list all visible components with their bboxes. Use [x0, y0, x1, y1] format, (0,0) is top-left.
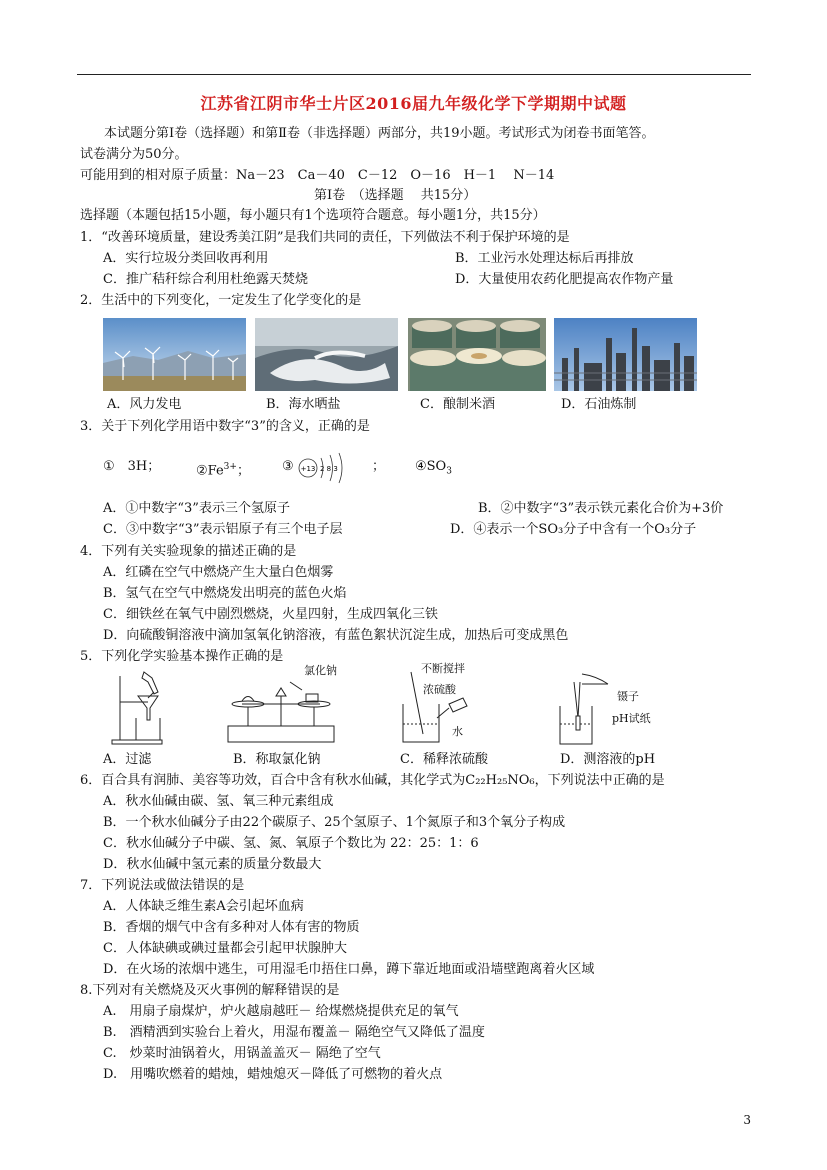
q2-option-d: D．石油炼制 — [561, 397, 637, 412]
q3-symbol-2: $②Fe^{3+}$； — [196, 462, 250, 479]
q6-option-b: B．一个秋水仙碱分子由22个碳原子、25个氢原子、1个氮原子和3个氧分子构成 — [103, 815, 566, 830]
q6-option-d: D．秋水仙碱中氢元素的质量分数最大 — [103, 857, 322, 872]
section-heading: 第Ⅰ卷 （选择题 共15分） — [314, 188, 477, 203]
q7-option-b: B．香烟的烟气中含有多种对人体有害的物质 — [103, 920, 360, 935]
q1-option-a: A．实行垃圾分类回收再利用 — [103, 251, 269, 266]
q7-stem: 7．下列说法或做法错误的是 — [80, 878, 245, 893]
electron-shells-text: 2 8 3 — [320, 465, 338, 473]
page-title: 江苏省江阴市华士片区2016届九年级化学下学期期中试题 — [200, 94, 627, 113]
q1-option-c: C．推广秸秆综合利用杜绝露天焚烧 — [103, 272, 308, 287]
aluminum-atom-structure-diagram — [297, 452, 353, 484]
q3-option-a: A．①中数字“3”表示三个氢原子 — [103, 501, 290, 516]
q3-symbol-3-label: ③ — [282, 459, 294, 474]
filtration-apparatus-diagram — [108, 668, 178, 746]
q5-option-c: C．稀释浓硫酸 — [400, 752, 488, 767]
q3-option-b: B．②中数字“3”表示铁元素化合价为+3价 — [478, 501, 724, 516]
q7-option-c: C．人体缺碘或碘过量都会引起甲状腺肿大 — [103, 941, 347, 956]
q7-option-d: D．在火场的浓烟中逃生，可用湿毛巾捂住口鼻，蹲下靠近地面或沿墙壁跑离着火区域 — [103, 962, 595, 977]
sea-salt-photo — [255, 318, 398, 391]
rice-wine-photo — [408, 318, 546, 391]
q2-option-a: A．风力发电 — [107, 397, 182, 412]
q5-option-b: B．称取氯化钠 — [233, 752, 321, 767]
header-rule — [77, 74, 751, 75]
q8-stem: 8.下列对有关燃烧及灭火事例的解释错误的是 — [80, 983, 340, 998]
q4-stem: 4．下列有关实验现象的描述正确的是 — [80, 544, 297, 559]
q5-option-a: A．过滤 — [103, 752, 152, 767]
instructions: 选择题（本题包括15小题，每小题只有1个选项符合题意。每小题1分，共15分） — [80, 208, 546, 223]
wind-power-photo — [103, 318, 246, 391]
q3-symbol-3-tail: ； — [372, 459, 386, 474]
label-tweezers: 镊子 — [617, 690, 639, 703]
q1-option-b: B．工业污水处理达标后再排放 — [455, 251, 634, 266]
q2-stem: 2．生活中的下列变化，一定发生了化学变化的是 — [80, 293, 362, 308]
q5-stem: 5．下列化学实验基本操作正确的是 — [80, 649, 284, 664]
q7-option-a: A．人体缺乏维生素A会引起坏血病 — [103, 899, 304, 914]
q6-option-a: A．秋水仙碱由碳、氢、氧三种元素组成 — [103, 794, 334, 809]
q4-option-c: C．细铁丝在氧气中剧烈燃烧，火星四射，生成四氧化三铁 — [103, 607, 438, 622]
intro-line-2: 试卷满分为50分。 — [80, 147, 188, 162]
q8-option-a: A. 用扇子扇煤炉，炉火越扇越旺－ 给煤燃烧提供充足的氧气 — [103, 1004, 459, 1019]
nucleus-charge-text: +13 — [300, 465, 316, 473]
label-keep-stirring: 不断搅拌 — [421, 662, 465, 675]
q3-symbol-4: $④SO_3$ — [415, 459, 452, 477]
q4-option-b: B．氢气在空气中燃烧发出明亮的蓝色火焰 — [103, 586, 347, 601]
q3-option-d: D．④表示一个SO₃分子中含有一个O₃分子 — [450, 522, 697, 537]
label-water: 水 — [452, 725, 463, 738]
q4-option-d: D．向硫酸铜溶液中滴加氢氧化钠溶液，有蓝色絮状沉淀生成，加热后可变成黑色 — [103, 628, 569, 643]
q3-symbol-1: ① 3H； — [103, 459, 161, 474]
label-conc-sulfuric-acid: 浓硫酸 — [423, 683, 456, 696]
ph-test-diagram — [552, 672, 622, 746]
q5-option-d: D．测溶液的pH — [560, 752, 656, 767]
label-sodium-chloride: 氯化钠 — [304, 664, 337, 677]
q2-option-c: C．酿制米酒 — [420, 397, 495, 412]
intro-line-1: 本试题分第Ⅰ卷（选择题）和第Ⅱ卷（非选择题）两部分，共19小题。考试形式为闭卷书面笔答。 — [104, 126, 655, 141]
q3-option-c: C．③中数字“3”表示铝原子有三个电子层 — [103, 522, 343, 537]
q6-option-c: C．秋水仙碱分子中碳、氢、氮、氧原子个数比为 22：25：1：6 — [103, 836, 479, 851]
q1-option-d: D．大量使用农药化肥提高农作物产量 — [455, 272, 674, 287]
q8-option-c: C. 炒菜时油锅着火，用锅盖盖灭－ 隔绝了空气 — [103, 1046, 381, 1061]
q4-option-a: A．红磷在空气中燃烧产生大量白色烟雾 — [103, 565, 334, 580]
atomic-masses: 可能用到的相对原子质量：Na－23 Ca－40 C－12 O－16 H－1 N－14 — [80, 168, 555, 183]
page-number: 3 — [743, 1113, 751, 1127]
q6-stem: 6．百合具有润肺、美容等功效，百合中含有秋水仙碱，其化学式为C₂₂H₂₅NO₆，下列说法中正确的是 — [80, 773, 665, 788]
label-ph-paper: pH试纸 — [612, 712, 651, 725]
q8-option-b: B. 酒精洒到实验台上着火，用湿布覆盖－ 隔绝空气又降低了温度 — [103, 1025, 485, 1040]
q3-stem: 3．关于下列化学用语中数字“3”的含义，正确的是 — [80, 419, 370, 434]
oil-refinery-photo — [554, 318, 697, 391]
q2-option-b: B．海水晒盐 — [266, 397, 341, 412]
q8-option-d: D. 用嘴吹燃着的蜡烛，蜡烛熄灭－降低了可燃物的着火点 — [103, 1067, 443, 1082]
q1-stem: 1．“改善环境质量，建设秀美江阴”是我们共同的责任，下列做法不利于保护环境的是 — [80, 230, 570, 245]
